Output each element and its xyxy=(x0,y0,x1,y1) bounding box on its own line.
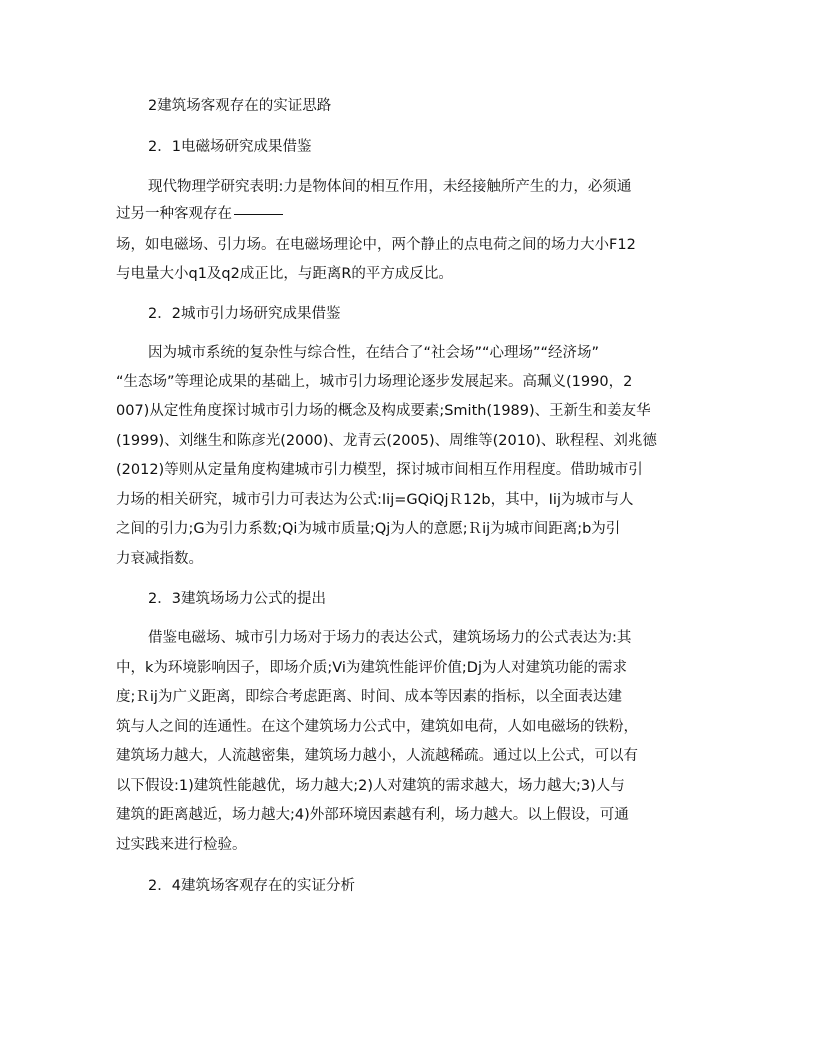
paragraph-line: 之间的引力;G为引力系数;Qi为城市质量;Qj为人的意愿;Ｒij为城市间距离;b为引 xyxy=(116,521,621,537)
section-heading-2-3: 2．3建筑场场力公式的提出 xyxy=(148,591,326,607)
paragraph-line: 筑与人之间的连通性。在这个建筑场力公式中，建筑如电荷，人如电磁场的铁粉， xyxy=(116,719,638,735)
section-heading-2-1: 2．1电磁场研究成果借鉴 xyxy=(148,139,312,155)
paragraph-line: 度;Ｒij为广义距离，即综合考虑距离、时间、成本等因素的指标，以全面表达建 xyxy=(116,689,622,705)
paragraph-line: 借鉴电磁场、城市引力场对于场力的表达公式，建筑场场力的公式表达为:其 xyxy=(148,630,632,646)
paragraph-line: 力衰减指数。 xyxy=(116,551,203,567)
paragraph-line: 007)从定性角度探讨城市引力场的概念及构成要素;Smith(1989)、王新生和姜友华 xyxy=(116,403,651,419)
paragraph-line: “生态场”等理论成果的基础上，城市引力场理论逐步发展起来。高珮义(1990，2 xyxy=(116,374,633,390)
paragraph-line: 以下假设:1)建筑性能越优，场力越大;2)人对建筑的需求越大，场力越大;3)人与 xyxy=(116,778,625,794)
section-heading-main: 2建筑场客观存在的实证思路 xyxy=(148,98,332,114)
paragraph-line: 过实践来进行检验。 xyxy=(116,837,247,853)
paragraph-line xyxy=(116,204,283,224)
paragraph-line: 场，如电磁场、引力场。在电磁场理论中，两个静止的点电荷之间的场力大小F12 xyxy=(116,237,636,253)
section-heading-2-4: 2．4建筑场客观存在的实证分析 xyxy=(148,878,355,894)
paragraph-line: 与电量大小q1及q2成正比，与距离R的平方成反比。 xyxy=(116,266,453,282)
paragraph-line: 现代物理学研究表明:力是物体间的相互作用，未经接触所产生的力，必须通 xyxy=(148,179,632,195)
paragraph-line: (1999)、刘继生和陈彦光(2000)、龙青云(2005)、周维等(2010)、耿程程、刘兆德 xyxy=(116,433,657,449)
paragraph-line-text: 过另一种客观存在 xyxy=(116,206,232,222)
paragraph-line: 建筑的距离越近，场力越大;4)外部环境因素越有利，场力越大。以上假设，可通 xyxy=(116,807,629,823)
em-dash-rule xyxy=(234,214,283,215)
paragraph-line: (2012)等则从定量角度构建城市引力模型，探讨城市间相互作用程度。借助城市引 xyxy=(116,462,643,478)
section-heading-2-2: 2．2城市引力场研究成果借鉴 xyxy=(148,306,341,322)
paragraph-line: 力场的相关研究，城市引力可表达为公式:Iij=GQiQjＲ12b，其中，Iij为城市与人 xyxy=(116,492,634,508)
paragraph-line: 中，k为环境影响因子，即场介质;Vi为建筑性能评价值;Dj为人对建筑功能的需求 xyxy=(116,660,627,676)
paragraph-line: 因为城市系统的复杂性与综合性，在结合了“社会场”“心理场”“经济场” xyxy=(148,345,600,361)
paragraph-line: 建筑场力越大，人流越密集，建筑场力越小，人流越稀疏。通过以上公式，可以有 xyxy=(116,748,638,764)
